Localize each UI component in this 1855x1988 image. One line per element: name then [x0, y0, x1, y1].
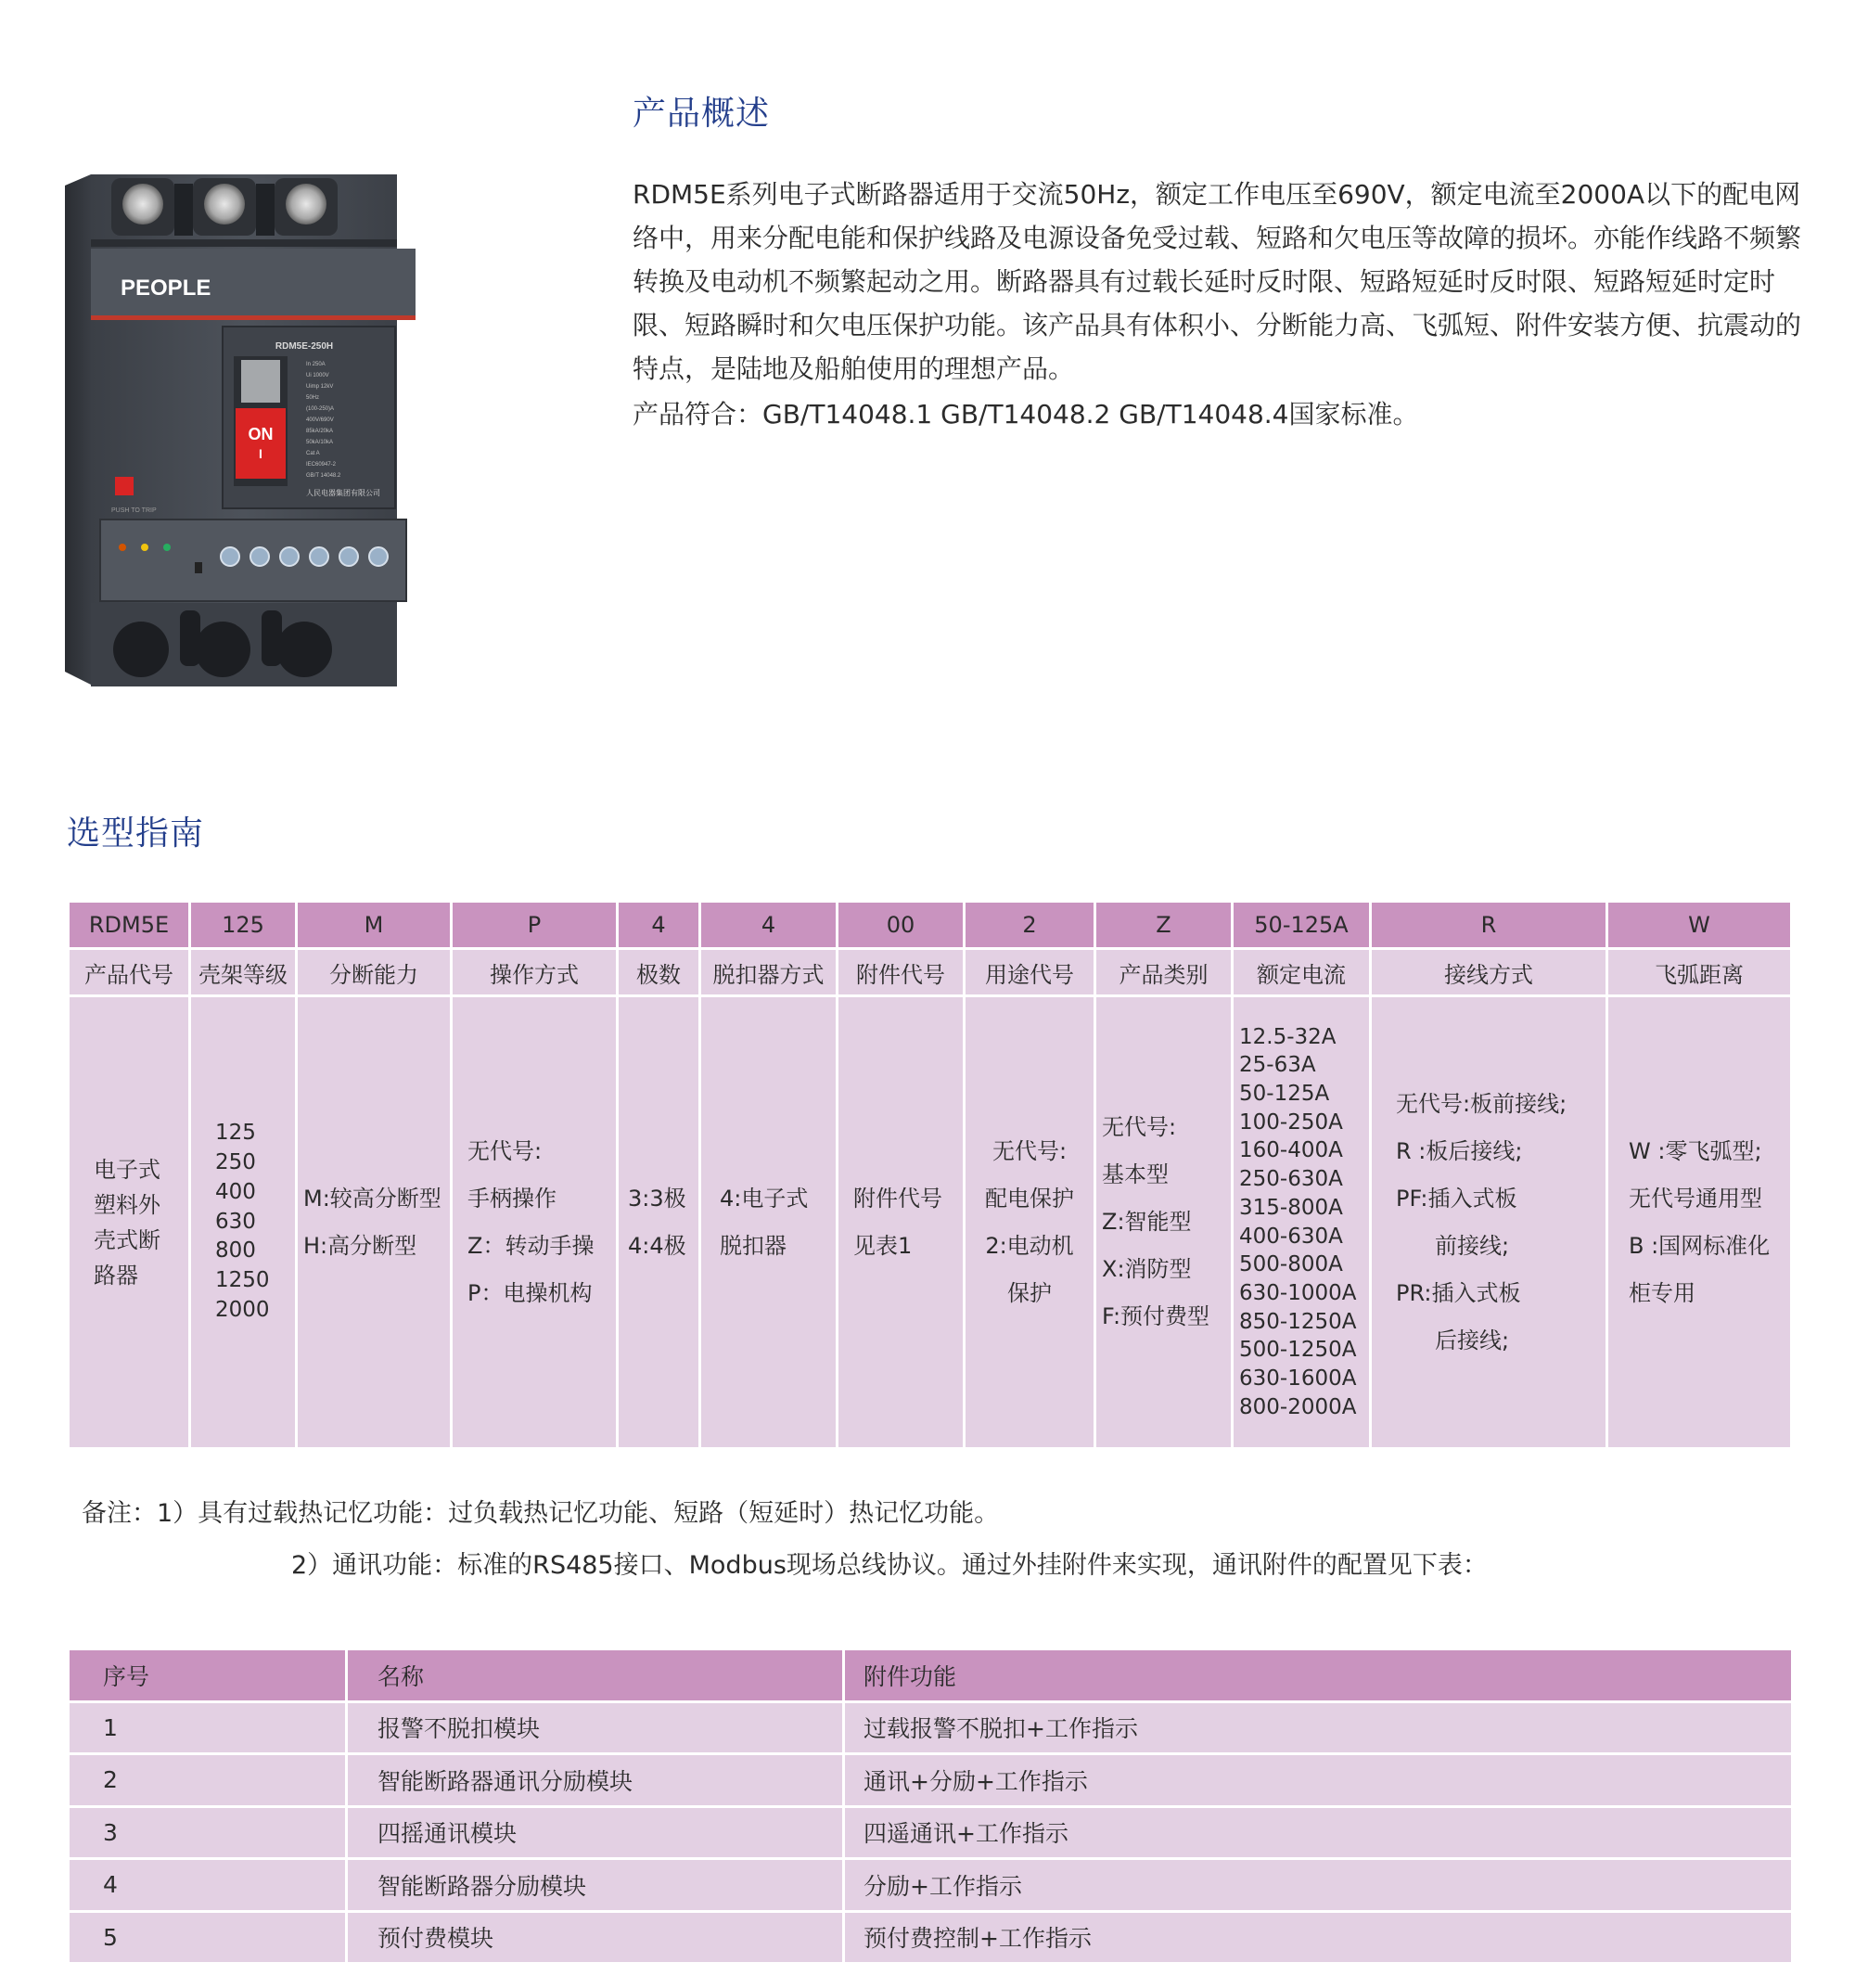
accessory-detail: 附件代号 见表1 — [838, 997, 963, 1447]
header-cell: 接线方式 — [1372, 950, 1606, 994]
row-function: 四遥通讯+工作指示 — [845, 1808, 1791, 1858]
header-cell: 脱扣器方式 — [701, 950, 836, 994]
note-2: 2）通讯功能：标准的RS485接口、Modbus现场总线协议。通过外挂附件来实现，通讯附件的配置见下表： — [291, 1551, 1488, 1580]
overview-description: RDM5E系列电子式断路器适用于交流50Hz，额定工作电压至690V，额定电流至2000A以下的配电网络中，用来分配电能和保护线路及电源设备免受过载、短路和欠电压等故障的损坏。亦能作线路不频繁转换及电动机不频繁起动之用。断路器具有过载长延时反时限、短路短延时反时限、短路短延时定时限、短路瞬时和欠电压保护功能。该产品具有体积小、分断能力高、飞弧短、附件安装方便、抗震动的特点，是陆地及船舶使用的理想产品。 — [633, 179, 1802, 384]
row-number: 5 — [70, 1913, 345, 1963]
row-number: 2 — [70, 1755, 345, 1805]
header-cell: 操作方式 — [453, 950, 616, 994]
wiring-detail: 无代号:板前接线; R :板后接线; PF:插入式板 前接线; PR:插入式板 后接线; — [1372, 997, 1606, 1447]
code-cell: 4 — [701, 903, 836, 947]
svg-text:人民电器集团有限公司: 人民电器集团有限公司 — [306, 489, 380, 497]
code-cell: P — [453, 903, 616, 947]
category-detail: 无代号: 基本型 Z:智能型 X:消防型 F:预付费型 — [1096, 997, 1231, 1447]
code-cell: R — [1372, 903, 1606, 947]
svg-text:PUSH TO TRIP: PUSH TO TRIP — [111, 507, 157, 514]
header-row — [70, 950, 1790, 994]
code-cell: 4 — [619, 903, 698, 947]
svg-text:Uimp 12kV: Uimp 12kV — [306, 384, 334, 390]
header-cell: 额定电流 — [1234, 950, 1369, 994]
svg-text:50Hz: 50Hz — [306, 395, 320, 401]
code-cell: 50-125A — [1234, 903, 1369, 947]
poles-detail: 3:3极 4:4极 — [619, 997, 698, 1447]
code-cell: 00 — [838, 903, 963, 947]
code-cell: Z — [1096, 903, 1231, 947]
table-row — [70, 1808, 1791, 1858]
row-number: 4 — [70, 1860, 345, 1910]
row-function: 通讯+分励+工作指示 — [845, 1755, 1791, 1805]
selection-table — [67, 900, 1793, 1450]
code-cell: 2 — [966, 903, 1094, 947]
row-function: 分励+工作指示 — [845, 1860, 1791, 1910]
table-row — [70, 1755, 1791, 1805]
header-cell: 极数 — [619, 950, 698, 994]
row-name: 预付费模块 — [348, 1913, 842, 1963]
header-cell: 飞弧距离 — [1608, 950, 1790, 994]
svg-text:IEC60947-2: IEC60947-2 — [306, 462, 337, 468]
header-cell: 分断能力 — [298, 950, 450, 994]
svg-text:GB/T 14048.2: GB/T 14048.2 — [306, 473, 341, 479]
table-row — [70, 1860, 1791, 1910]
header-cell: 产品代号 — [70, 950, 188, 994]
breaking-detail: M:较高分断型 H:高分断型 — [298, 997, 450, 1447]
overview-standards: 产品符合：GB/T14048.1 GB/T14048.2 GB/T14048.4国家标准。 — [633, 399, 1419, 430]
usage-detail: 无代号: 配电保护 2:电动机 保护 — [966, 997, 1094, 1447]
code-row — [70, 903, 1790, 947]
table-row — [70, 1913, 1791, 1963]
accessory-header: 序号 — [70, 1650, 345, 1700]
note-1: 备注：1）具有过载热记忆功能：过负载热记忆功能、短路（短延时）热记忆功能。 — [82, 1499, 1000, 1528]
svg-text:ON: ON — [248, 425, 274, 443]
guide-title: 选型指南 — [67, 814, 205, 853]
table-row — [70, 1703, 1791, 1753]
svg-text:Cat A: Cat A — [306, 451, 320, 456]
product-detail: 电子式 塑料外 壳式断 路器 — [70, 997, 188, 1447]
row-function: 过载报警不脱扣+工作指示 — [845, 1703, 1791, 1753]
operation-detail: 无代号: 手柄操作 Z：转动手操 P：电操机构 — [453, 997, 616, 1447]
header-cell: 产品类别 — [1096, 950, 1231, 994]
row-function: 预付费控制+工作指示 — [845, 1913, 1791, 1963]
header-cell: 用途代号 — [966, 950, 1094, 994]
svg-text:85kA/20kA: 85kA/20kA — [306, 429, 334, 434]
header-cell: 附件代号 — [838, 950, 963, 994]
current-detail: 12.5-32A 25-63A 50-125A 100-250A 160-400A 250-630A 315-800A 400-630A 500-800A 630-1000A 850-1250A 500-1250A 630-1600A 800-2000A — [1234, 997, 1369, 1447]
code-cell: RDM5E — [70, 903, 188, 947]
trip-detail: 4:电子式 脱扣器 — [701, 997, 836, 1447]
row-name: 报警不脱扣模块 — [348, 1703, 842, 1753]
detail-row — [70, 997, 1790, 1447]
svg-text:400V/690V: 400V/690V — [306, 417, 334, 423]
frame-detail: 125 250 400 630 800 1250 2000 — [191, 997, 295, 1447]
overview-text — [633, 173, 1801, 436]
code-cell: 125 — [191, 903, 295, 947]
svg-text:RDM5E-250H: RDM5E-250H — [275, 341, 334, 352]
svg-text:50kA/10kA: 50kA/10kA — [306, 440, 334, 445]
svg-text:Ui 1000V: Ui 1000V — [306, 373, 329, 378]
svg-text:In 250A: In 250A — [306, 362, 326, 367]
row-name: 四摇通讯模块 — [348, 1808, 842, 1858]
code-cell: W — [1608, 903, 1790, 947]
row-number: 3 — [70, 1808, 345, 1858]
svg-text:(100-250)A: (100-250)A — [306, 406, 335, 412]
brand-logo: PEOPLE — [121, 276, 211, 301]
arc-detail: W :零飞弧型; 无代号通用型 B :国网标准化 柜专用 — [1608, 997, 1790, 1447]
accessory-table — [67, 1648, 1794, 1965]
svg-text:I: I — [259, 446, 262, 461]
accessory-header: 附件功能 — [845, 1650, 1791, 1700]
product-image — [63, 174, 416, 694]
row-number: 1 — [70, 1703, 345, 1753]
header-cell: 壳架等级 — [191, 950, 295, 994]
accessory-header-row — [70, 1650, 1791, 1700]
accessory-header: 名称 — [348, 1650, 842, 1700]
row-name: 智能断路器通讯分励模块 — [348, 1755, 842, 1805]
row-name: 智能断路器分励模块 — [348, 1860, 842, 1910]
overview-title: 产品概述 — [633, 95, 771, 133]
code-cell: M — [298, 903, 450, 947]
